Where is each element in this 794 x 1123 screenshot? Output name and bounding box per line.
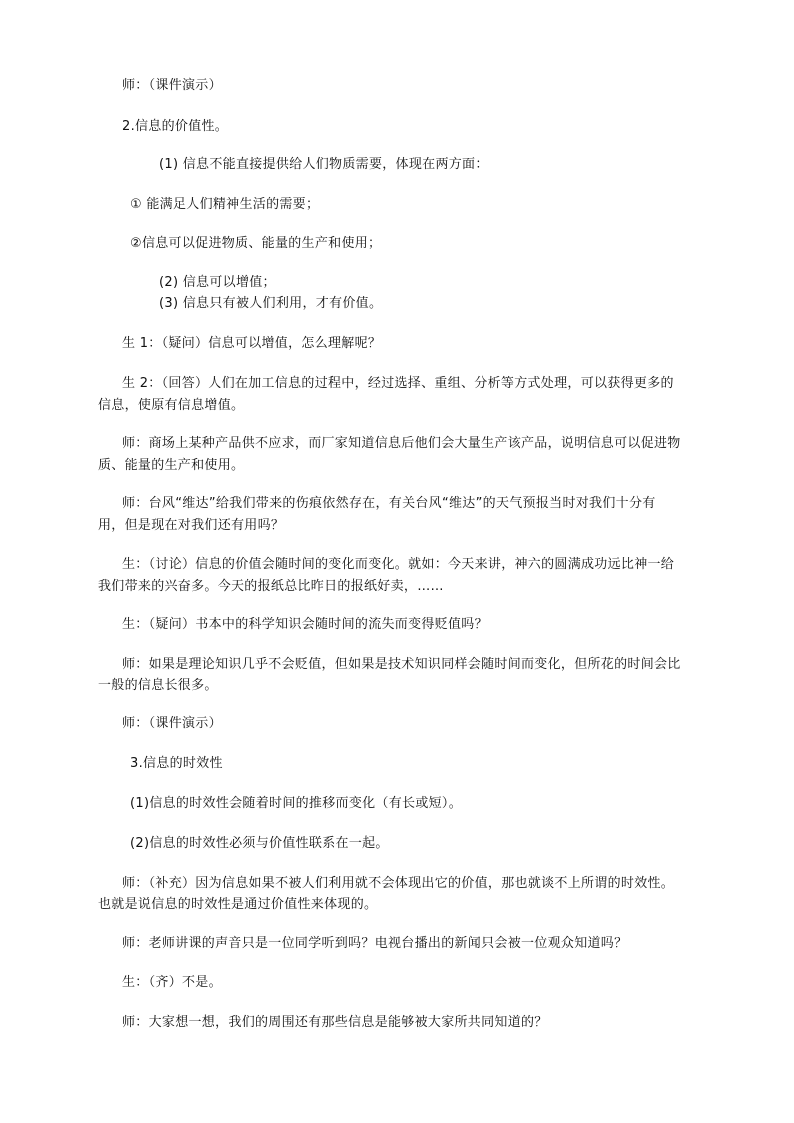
text-line: ① 能满足人们精神生活的需要； xyxy=(130,197,320,212)
text-line: 师：（课件演示） xyxy=(122,716,222,731)
text-line: 生：（疑问）书本中的科学知识会随时间的流失而变得贬值吗？ xyxy=(122,617,488,632)
text-line: 生 1：（疑问）信息可以增值，怎么理解呢？ xyxy=(122,336,382,351)
text-line: 生：（齐）不是。 xyxy=(122,975,222,990)
text-line: 师：商场上某种产品供不应求，而厂家知道信息后他们会大量生产该产品，说明信息可以促进物 xyxy=(122,436,681,451)
text-line: (3) 信息只有被人们利用，才有价值。 xyxy=(159,296,383,311)
text-line: 我们带来的兴奋多。今天的报纸总比昨日的报纸好卖，…… xyxy=(98,579,444,594)
text-line: 生 2：（回答）人们在加工信息的过程中，经过选择、重组、分析等方式处理，可以获得更多的 xyxy=(122,376,674,391)
text-line: 也就是说信息的时效性是通过价值性来体现的。 xyxy=(98,897,378,912)
text-line: 生：（讨论）信息的价值会随时间的变化而变化。就如：今天来讲，神六的圆满成功远比神一给 xyxy=(122,557,675,572)
text-line: 质、能量的生产和使用。 xyxy=(98,458,245,473)
text-line: (2)信息的时效性必须与价值性联系在一起。 xyxy=(130,836,389,851)
text-line: 一般的信息长很多。 xyxy=(98,678,218,693)
section-heading: 2.信息的价值性。 xyxy=(122,119,229,134)
text-line: ②信息可以促进物质、能量的生产和使用； xyxy=(130,236,382,251)
text-line: (1) 信息不能直接提供给人们物质需要，体现在两方面： xyxy=(159,157,489,172)
text-line: 师：大家想一想，我们的周围还有那些信息是能够被大家所共同知道的？ xyxy=(122,1015,548,1030)
text-line: (1)信息的时效性会随着时间的推移而变化（有长或短）。 xyxy=(130,796,463,811)
text-line: 用，但是现在对我们还有用吗？ xyxy=(98,518,285,533)
text-line: (2) 信息可以增值； xyxy=(159,275,276,290)
text-line: 师：（补充）因为信息如果不被人们利用就不会体现出它的价值，那也就谈不上所谓的时效性。 xyxy=(122,876,675,891)
text-line: 师：如果是理论知识几乎不会贬值，但如果是技术知识同样会随时间而变化，但所花的时间会比 xyxy=(122,657,681,672)
section-heading: 3.信息的时效性 xyxy=(130,756,223,771)
text-line: 师：（课件演示） xyxy=(122,78,222,93)
text-line: 师：台风“维达”给我们带来的伤痕依然存在，有关台风“维达”的天气预报当时对我们十分有 xyxy=(122,496,656,511)
text-line: 师：老师讲课的声音只是一位同学听到吗？电视台播出的新闻只会被一位观众知道吗？ xyxy=(122,936,628,951)
text-line: 信息，使原有信息增值。 xyxy=(98,398,245,413)
